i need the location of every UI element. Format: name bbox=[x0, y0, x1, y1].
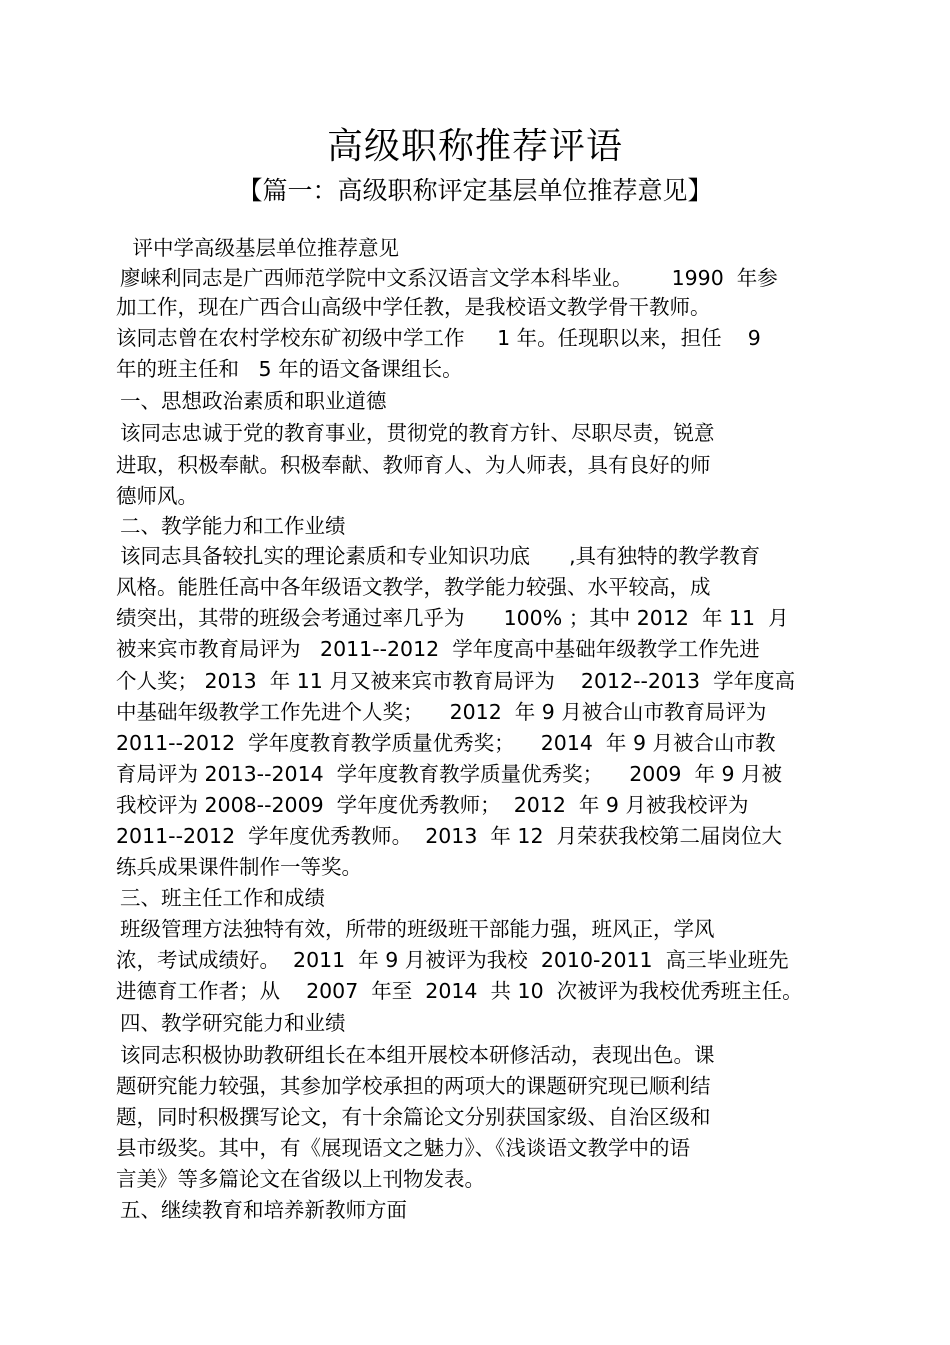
text-line: 年的班主任和 5 年的语文备课组长。 bbox=[116, 357, 463, 381]
text-line: 题研究能力较强，其参加学校承担的两项大的课题研究现已顺利结 bbox=[116, 1074, 711, 1098]
text-line: 二、教学能力和工作业绩 bbox=[120, 514, 346, 538]
text-line: 言美》等多篇论文在省级以上刊物发表。 bbox=[116, 1167, 485, 1191]
text-line: 2011--2012 学年度教育教学质量优秀奖； 2014 年 9 月被合山市教 bbox=[116, 731, 776, 755]
text-line: 廖崃利同志是广西师范学院中文系汉语言文学本科毕业。 1990 年参 bbox=[120, 266, 778, 290]
text-line: 育局评为 2013--2014 学年度教育教学质量优秀奖； 2009 年 9 月被 bbox=[116, 762, 783, 786]
text-line: 五、继续教育和培养新教师方面 bbox=[120, 1198, 407, 1222]
text-line: 个人奖； 2013 年 11 月又被来宾市教育局评为 2012--2013 学年度高 bbox=[116, 669, 796, 693]
text-line: 进取，积极奉献。积极奉献、教师育人、为人师表，具有良好的师 bbox=[116, 453, 711, 477]
text-line: 该同志具备较扎实的理论素质和专业知识功底 ,具有独特的教学教育 bbox=[120, 544, 761, 568]
text-line: 四、教学研究能力和业绩 bbox=[120, 1011, 346, 1035]
text-line: 该同志曾在农村学校东矿初级中学工作 1 年。任现职以来，担任 9 bbox=[116, 326, 761, 350]
text-line: 浓，考试成绩好。 2011 年 9 月被评为我校 2010-2011 高三毕业班先 bbox=[116, 948, 789, 972]
text-line: 题，同时积极撰写论文，有十余篇论文分别获国家级、自治区级和 bbox=[116, 1105, 711, 1129]
text-line: 被来宾市教育局评为 2011--2012 学年度高中基础年级教学工作先进 bbox=[116, 637, 760, 661]
text-line: 一、思想政治素质和职业道德 bbox=[120, 389, 387, 413]
document-subtitle: 【篇一：高级职称评定基层单位推荐意见】 bbox=[237, 176, 713, 205]
text-line: 中基础年级教学工作先进个人奖； 2012 年 9 月被合山市教育局评为 bbox=[116, 700, 767, 724]
text-line: 风格。能胜任高中各年级语文教学，教学能力较强、水平较高，成 bbox=[116, 575, 711, 599]
text-line: 练兵成果课件制作一等奖。 bbox=[116, 855, 362, 879]
text-line: 评中学高级基层单位推荐意见 bbox=[126, 236, 400, 260]
text-line: 该同志积极协助教研组长在本组开展校本研修活动，表现出色。课 bbox=[120, 1043, 715, 1067]
text-line: 2011--2012 学年度优秀教师。 2013 年 12 月荣获我校第二届岗位大 bbox=[116, 824, 783, 848]
text-line: 县市级奖。其中，有《展现语文之魅力》、《浅谈语文教学中的语 bbox=[116, 1136, 690, 1160]
text-line: 绩突出，其带的班级会考通过率几乎为 100% ；其中 2012 年 11 月 bbox=[116, 606, 789, 630]
text-line: 我校评为 2008--2009 学年度优秀教师； 2012 年 9 月被我校评为 bbox=[116, 793, 749, 817]
document-title: 高级职称推荐评语 bbox=[326, 126, 623, 167]
text-line: 德师风。 bbox=[116, 484, 198, 508]
text-line: 该同志忠诚于党的教育事业，贯彻党的教育方针、尽职尽责，锐意 bbox=[120, 421, 715, 445]
text-line: 进德育工作者；从 2007 年至 2014 共 10 次被评为我校优秀班主任。 bbox=[116, 979, 803, 1003]
text-line: 三、班主任工作和成绩 bbox=[120, 886, 325, 910]
text-line: 班级管理方法独特有效，所带的班级班干部能力强，班风正，学风 bbox=[120, 917, 715, 941]
text-line: 加工作，现在广西合山高级中学任教，是我校语文教学骨干教师。 bbox=[116, 295, 711, 319]
